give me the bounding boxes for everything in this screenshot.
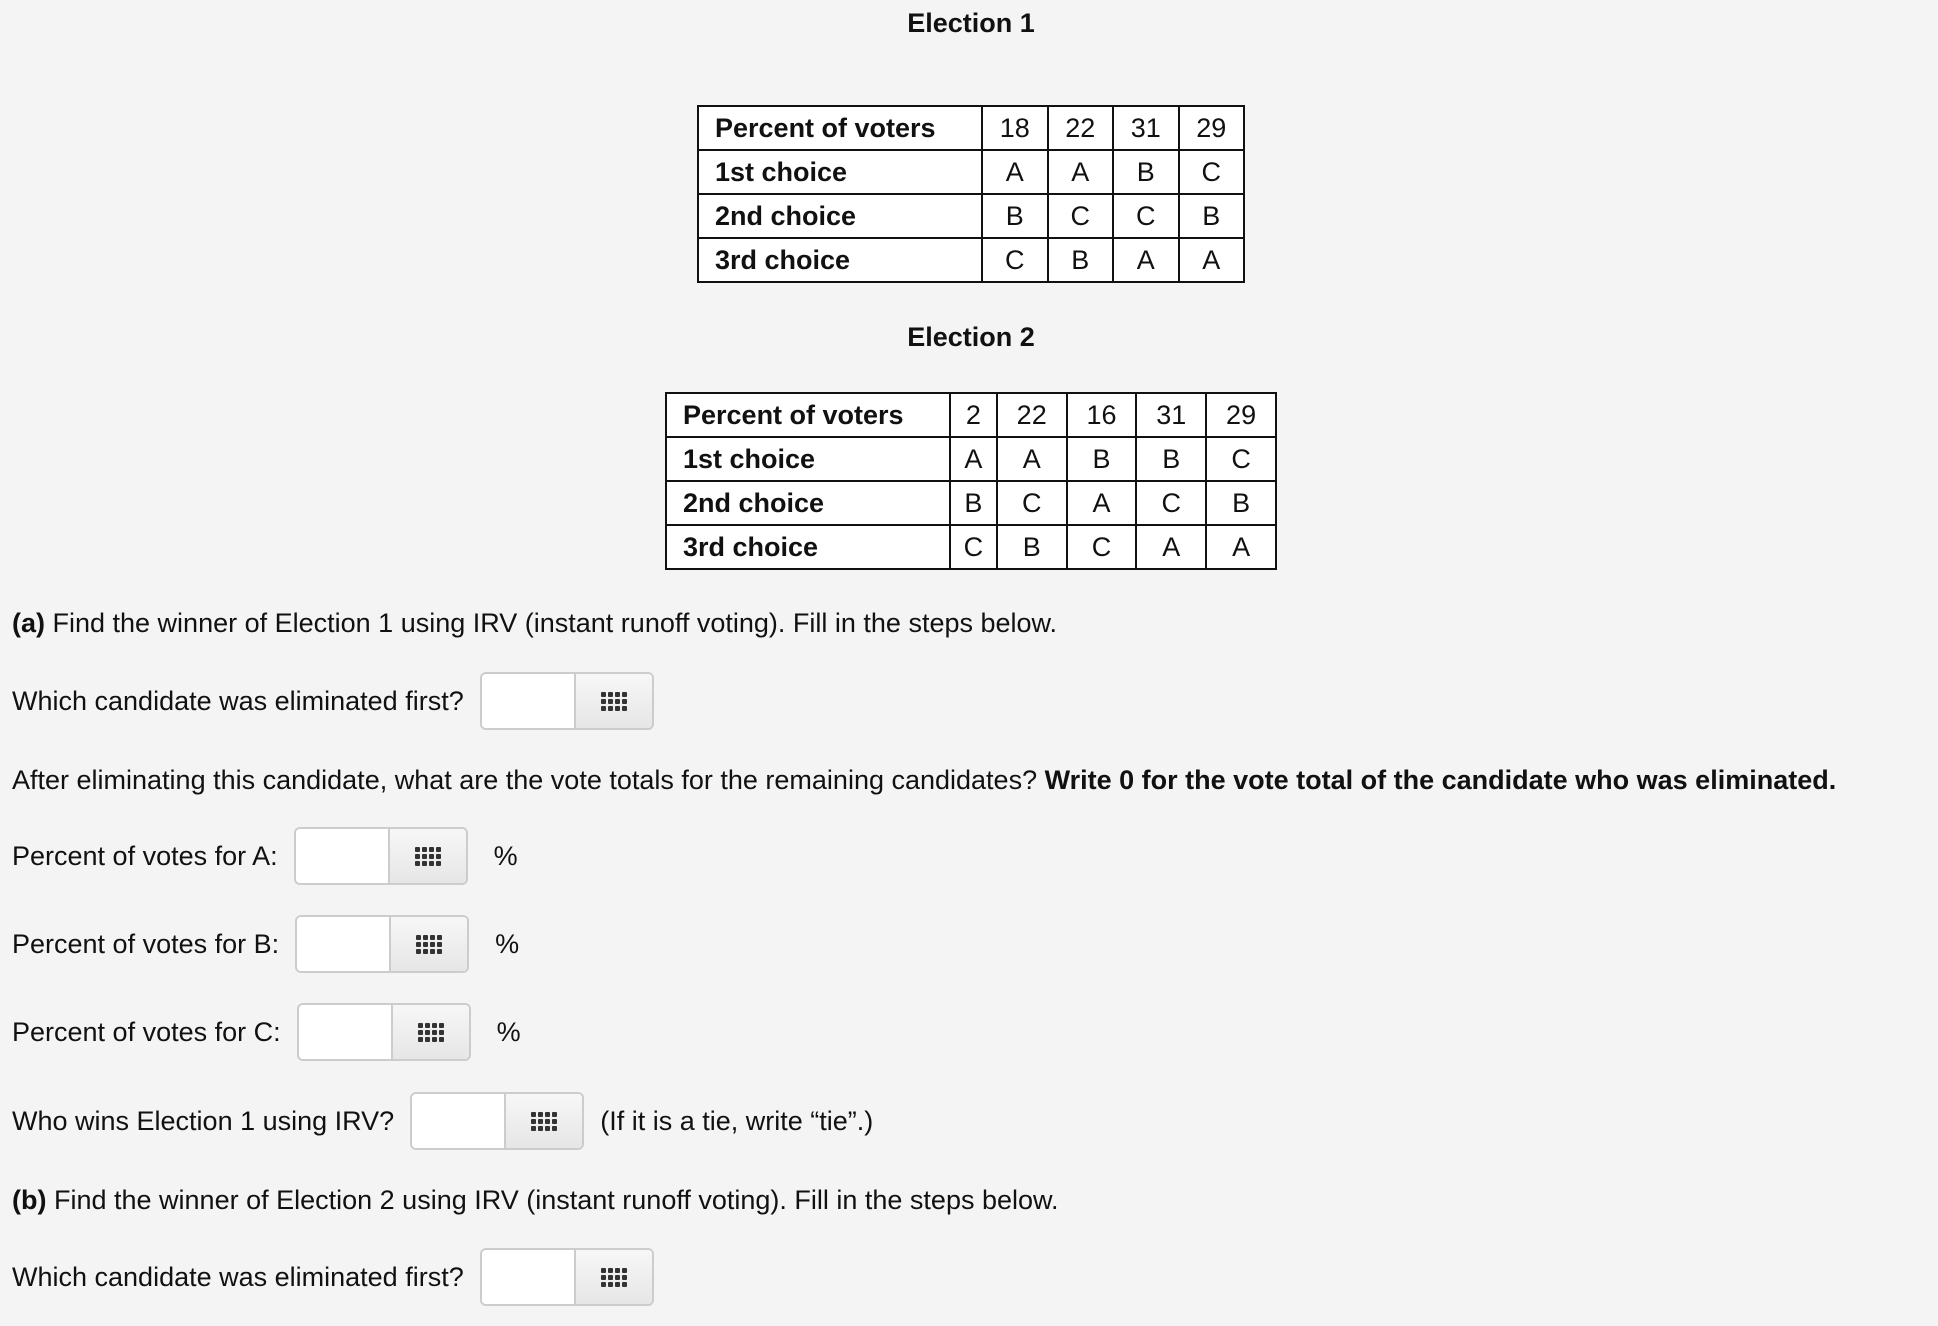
percent-cell: 22 — [1048, 106, 1114, 150]
candidate-cell: A — [1136, 525, 1206, 569]
percent-cell: 31 — [1113, 106, 1179, 150]
keypad-button[interactable] — [388, 829, 466, 883]
candidate-cell: C — [1113, 194, 1179, 238]
keypad-button[interactable] — [391, 1005, 469, 1059]
after-text: After eliminating this candidate, what are the vote totals for the remaining candidates? — [12, 765, 1045, 795]
candidate-cell: A — [1048, 150, 1114, 194]
candidate-cell: C — [1179, 150, 1245, 194]
keypad-icon — [415, 847, 441, 866]
election-1-table — [697, 105, 1245, 283]
choice-label: 1st choice — [666, 437, 950, 481]
candidate-cell: B — [1048, 238, 1114, 282]
b-eliminated-label: Which candidate was eliminated first? — [12, 1261, 464, 1292]
percent-a-field — [294, 827, 468, 885]
header-label: Percent of voters — [698, 106, 982, 150]
a-percent-b-row — [12, 915, 519, 973]
a-winner-row — [12, 1092, 873, 1150]
table-row — [666, 525, 1276, 569]
keypad-icon — [418, 1023, 444, 1042]
winner-field — [410, 1092, 584, 1150]
percent-cell: 29 — [1206, 393, 1276, 437]
choice-label: 1st choice — [698, 150, 982, 194]
candidate-cell: B — [982, 194, 1048, 238]
percent-sign: % — [495, 928, 520, 959]
keypad-button[interactable] — [574, 674, 652, 728]
candidate-cell: C — [997, 481, 1067, 525]
b-eliminated-field — [480, 1248, 654, 1306]
table-row — [698, 194, 1244, 238]
after-bold-text: Write 0 for the vote total of the candidate who was eliminated. — [1044, 765, 1837, 795]
percent-cell: 31 — [1136, 393, 1206, 437]
part-a-tag: (a) — [12, 608, 45, 638]
percent-c-input[interactable] — [299, 1005, 391, 1059]
election-2-title: Election 2 — [907, 322, 1035, 352]
percent-cell: 16 — [1067, 393, 1137, 437]
candidate-cell: C — [950, 525, 997, 569]
percent-c-field — [297, 1003, 471, 1061]
b-eliminated-row — [12, 1248, 654, 1306]
candidate-cell: B — [997, 525, 1067, 569]
table-row — [698, 238, 1244, 282]
candidate-cell: B — [950, 481, 997, 525]
table-row — [698, 106, 1244, 150]
candidate-cell: A — [1179, 238, 1245, 282]
election-2-table — [665, 392, 1277, 570]
keypad-button[interactable] — [504, 1094, 582, 1148]
choice-label: 3rd choice — [698, 238, 982, 282]
candidate-cell: A — [1067, 481, 1137, 525]
percent-b-input[interactable] — [297, 917, 389, 971]
candidate-cell: B — [1206, 481, 1276, 525]
keypad-icon — [601, 1268, 627, 1287]
candidate-cell: A — [1113, 238, 1179, 282]
keypad-icon — [601, 692, 627, 711]
choice-label: 3rd choice — [666, 525, 950, 569]
candidate-cell: B — [1067, 437, 1137, 481]
b-eliminated-input[interactable] — [482, 1250, 574, 1304]
candidate-cell: B — [1179, 194, 1245, 238]
header-label: Percent of voters — [666, 393, 950, 437]
candidate-cell: C — [1067, 525, 1137, 569]
a-eliminated-input[interactable] — [482, 674, 574, 728]
percent-a-input[interactable] — [296, 829, 388, 883]
a-percent-a-row — [12, 827, 518, 885]
candidate-cell: A — [1206, 525, 1276, 569]
candidate-cell: A — [950, 437, 997, 481]
percent-cell: 2 — [950, 393, 997, 437]
table-row — [698, 150, 1244, 194]
winner-input[interactable] — [412, 1094, 504, 1148]
candidate-cell: B — [1113, 150, 1179, 194]
part-b-text: Find the winner of Election 2 using IRV (instant runoff voting). Fill in the steps below. — [46, 1185, 1059, 1215]
choice-label: 2nd choice — [666, 481, 950, 525]
election-1-title: Election 1 — [907, 8, 1035, 38]
percent-b-label: Percent of votes for B: — [12, 928, 280, 959]
percent-cell: 22 — [997, 393, 1067, 437]
percent-sign: % — [493, 840, 518, 871]
percent-cell: 18 — [982, 106, 1048, 150]
keypad-button[interactable] — [574, 1250, 652, 1304]
part-b-tag: (b) — [12, 1185, 47, 1215]
candidate-cell: C — [1048, 194, 1114, 238]
tie-note: (If it is a tie, write “tie”.) — [600, 1105, 874, 1136]
percent-c-label: Percent of votes for C: — [12, 1016, 281, 1047]
part-a-prompt — [12, 608, 1057, 639]
choice-label: 2nd choice — [698, 194, 982, 238]
candidate-cell: C — [1206, 437, 1276, 481]
after-elimination-prompt — [12, 765, 1836, 796]
winner-label: Who wins Election 1 using IRV? — [12, 1105, 395, 1136]
percent-cell: 29 — [1179, 106, 1245, 150]
keypad-icon — [416, 935, 442, 954]
a-eliminated-label: Which candidate was eliminated first? — [12, 685, 464, 716]
candidate-cell: A — [997, 437, 1067, 481]
candidate-cell: C — [1136, 481, 1206, 525]
percent-b-field — [295, 915, 469, 973]
a-eliminated-field — [480, 672, 654, 730]
table-row — [666, 393, 1276, 437]
part-a-text: Find the winner of Election 1 using IRV (instant runoff voting). Fill in the steps below. — [45, 608, 1058, 638]
candidate-cell: A — [982, 150, 1048, 194]
keypad-button[interactable] — [389, 917, 467, 971]
percent-sign: % — [496, 1016, 521, 1047]
percent-a-label: Percent of votes for A: — [12, 840, 278, 871]
keypad-icon — [531, 1112, 557, 1131]
candidate-cell: B — [1136, 437, 1206, 481]
candidate-cell: C — [982, 238, 1048, 282]
a-eliminated-row — [12, 672, 654, 730]
part-b-prompt — [12, 1185, 1059, 1216]
table-row — [666, 437, 1276, 481]
table-row — [666, 481, 1276, 525]
a-percent-c-row — [12, 1003, 521, 1061]
